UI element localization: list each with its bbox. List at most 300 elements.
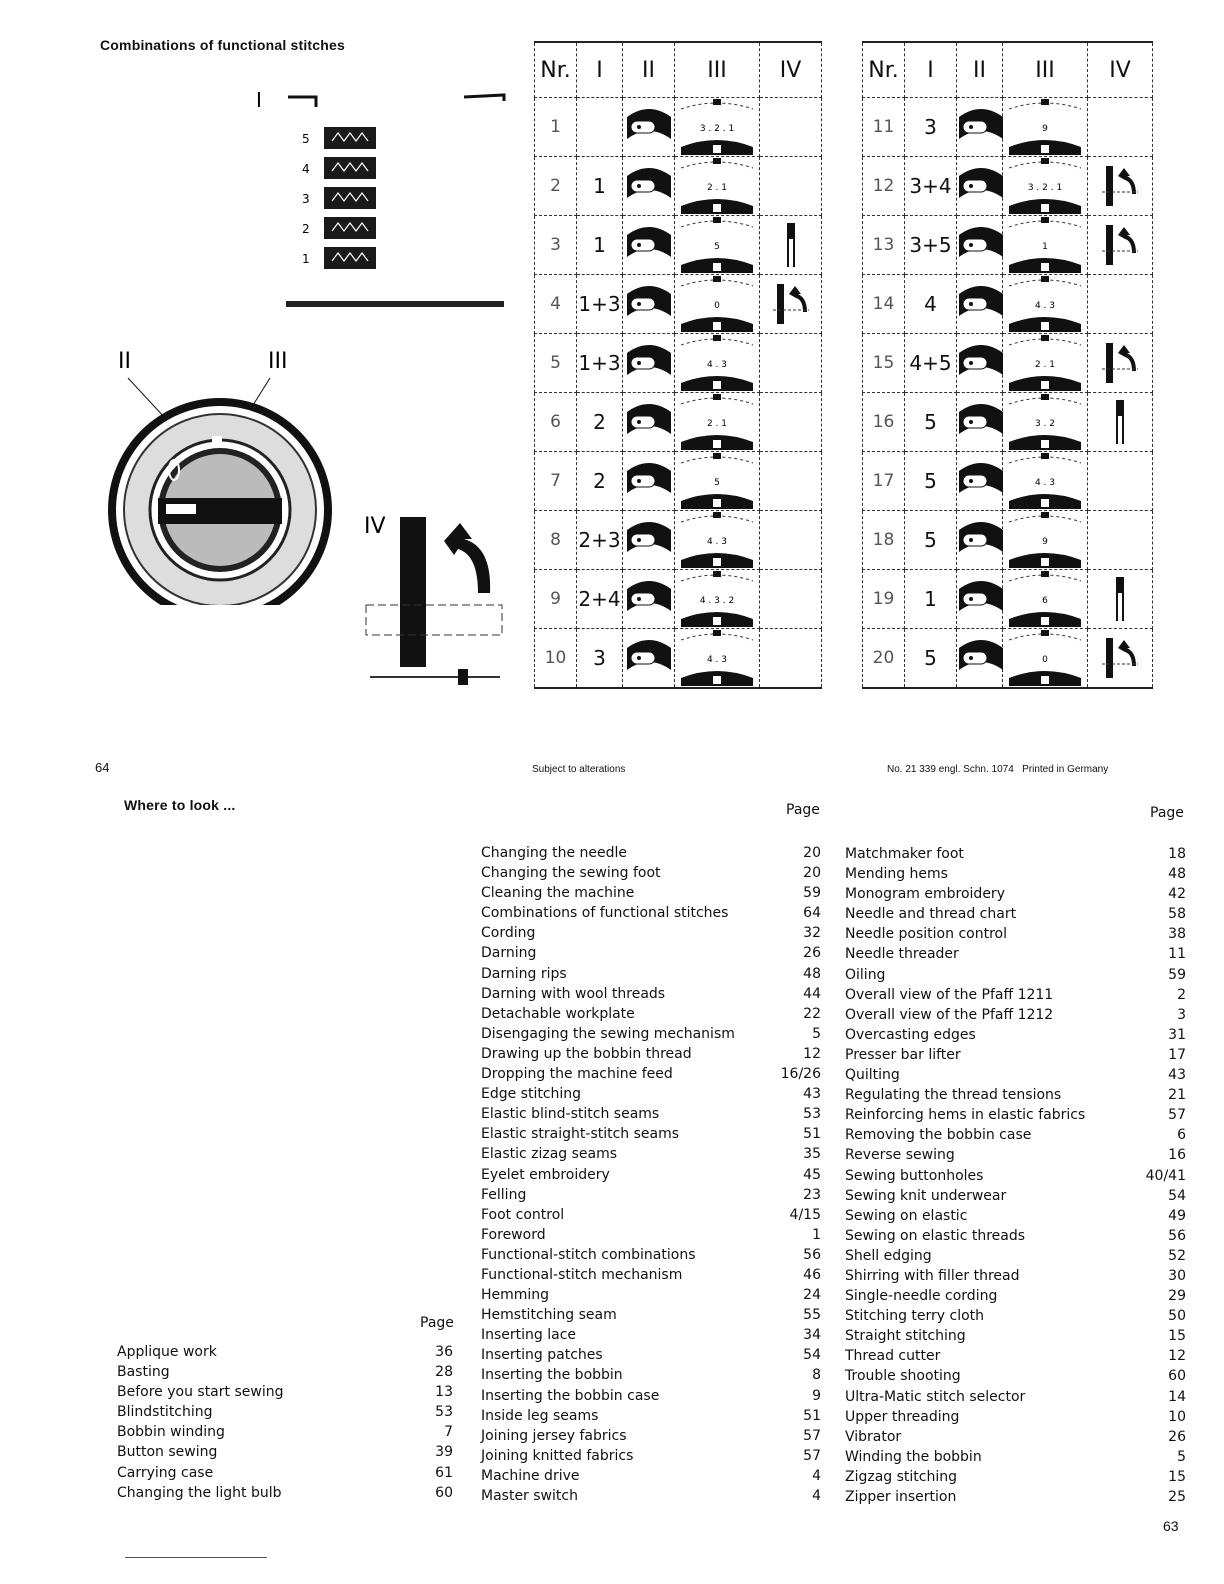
dial-cell [1003,511,1088,570]
column-header-4: IV [1088,42,1153,98]
index-topic: Inserting the bobbin [481,1367,623,1384]
index-entry [845,1467,1186,1487]
lever-cell [760,275,822,334]
index-topic: Hemstitching seam [481,1307,617,1324]
index-topic: Zipper insertion [845,1489,957,1505]
dial-cell [1003,216,1088,275]
index-topic: Cleaning the machine [481,885,635,902]
dial-knob-icon [625,636,673,680]
index-entry [845,844,1186,864]
index-page: 51 [803,1407,821,1424]
index-topic: Straight stitching [845,1328,966,1345]
index-page: 49 [1168,1207,1186,1224]
row-number: 1 [535,98,577,157]
dial-setting: 3 . 2 . 1 [1027,183,1063,193]
index-topic: Functional-stitch combinations [481,1246,696,1263]
button-combination: 5 [905,629,957,689]
index-page: 36 [435,1344,453,1360]
index-entry [845,1025,1186,1045]
index-page: 55 [803,1307,821,1324]
dial-cell [675,570,760,629]
index-topic: Basting [117,1364,170,1381]
index-topic: Overall view of the Pfaff 1212 [845,1006,1054,1023]
row-number: 10 [535,629,577,689]
dial-knob-icon [957,636,1005,680]
index-page: 13 [435,1384,453,1401]
footer-subject: Subject to alterations [532,764,626,775]
dial-setting: 3 . 2 . 1 [699,124,735,134]
stitch-button[interactable] [324,247,376,269]
index-column-1 [117,1342,453,1503]
index-page: 38 [1168,926,1186,943]
index-page: 26 [1168,1428,1186,1445]
knob-cell [957,570,1003,629]
index-entry [481,1486,821,1506]
dial-cell [675,511,760,570]
index-page: 23 [803,1186,821,1203]
index-topic: Sewing buttonholes [845,1167,984,1184]
index-page: 50 [1168,1308,1186,1325]
index-entry [481,1024,821,1044]
index-column-2 [481,843,821,1506]
index-topic: Button sewing [117,1444,218,1461]
knob-cell [623,216,675,275]
index-topic: Carrying case [117,1464,214,1481]
index-topic: Stitching terry cloth [845,1308,985,1325]
stitch-length-dial-icon [1005,394,1085,450]
index-entry [845,1206,1186,1226]
index-topic: Before you start sewing [117,1384,284,1401]
twin-needle-icon [1105,575,1135,623]
index-entry [845,1487,1186,1507]
table-row [863,393,1153,452]
table-row [535,275,822,334]
lever-cell [760,452,822,511]
dial-cell [675,334,760,393]
knob-cell [957,393,1003,452]
index-entry [845,1226,1186,1246]
index-entry [117,1483,453,1503]
index-topic: Shirring with filler thread [845,1267,1020,1284]
index-topic: Elastic blind-stitch seams [481,1106,660,1123]
index-page: 39 [435,1444,453,1461]
index-topic: Winding the bobbin [845,1448,982,1465]
table-row [863,570,1153,629]
index-page: 12 [1168,1348,1186,1365]
index-topic: Master switch [481,1488,578,1504]
stitch-length-dial-icon [677,571,757,627]
lever-cell [760,511,822,570]
index-page: 16/26 [780,1066,821,1083]
index-entry [845,1085,1186,1105]
index-entry [845,965,1186,985]
index-topic: Inserting patches [481,1347,603,1364]
index-page: 26 [803,945,821,962]
lever-illustration [360,505,515,690]
index-page: 28 [435,1364,453,1381]
lever-raised-icon [1100,634,1140,682]
index-entry [845,1065,1186,1085]
index-page: 7 [444,1424,453,1441]
button-combination: 5 [905,452,957,511]
index-page: 4/15 [789,1206,821,1223]
index-page: 60 [435,1484,453,1501]
stitch-length-dial-icon [1005,512,1085,568]
index-page: 59 [1168,966,1186,983]
index-topic: Trouble shooting [845,1368,961,1385]
stitch-length-dial-icon [677,394,757,450]
page-label-col2: Page [786,802,820,818]
page-number-bottom: 63 [1163,1518,1179,1534]
index-topic: Matchmaker foot [845,846,964,862]
index-entry [845,1387,1186,1407]
row-number: 14 [863,275,905,334]
knob-cell [623,157,675,216]
index-page: 57 [1168,1107,1186,1124]
dial-setting: 2 . 1 [1034,360,1056,370]
index-topic: Elastic straight-stitch seams [481,1126,680,1143]
index-topic: Oiling [845,966,886,983]
dial-cell [1003,98,1088,157]
stitch-button[interactable] [324,187,376,209]
index-page: 1 [812,1226,821,1243]
dial-cell [1003,157,1088,216]
index-page: 45 [803,1166,821,1183]
index-topic: Inside leg seams [481,1407,599,1424]
dial-setting: 5 [714,478,720,488]
dial-setting: 0 [1042,655,1048,665]
dial-knob-icon [957,518,1005,562]
index-page: 35 [803,1146,821,1163]
lever-cell [1088,570,1153,629]
index-topic: Changing the light bulb [117,1484,282,1501]
lever-cell [1088,216,1153,275]
dial-knob-icon [957,400,1005,444]
index-entry [481,1165,821,1185]
stitch-button-number: 2 [302,222,310,236]
index-topic: Foot control [481,1206,565,1223]
index-entry [117,1362,453,1382]
combo-table-left [534,41,822,689]
index-topic: Inserting lace [481,1327,577,1344]
dial-cell [675,157,760,216]
index-page: 48 [1168,866,1186,883]
index-topic: Needle threader [845,946,959,963]
knob-cell [623,98,675,157]
index-topic: Foreword [481,1226,546,1243]
index-entry [845,1447,1186,1467]
dial-knob-icon [625,459,673,503]
index-topic: Reinforcing hems in elastic fabrics [845,1107,1086,1124]
stitch-length-dial-icon [677,99,757,155]
table-row [535,452,822,511]
index-topic: Upper threading [845,1408,960,1425]
index-page: 30 [1168,1267,1186,1284]
index-page: 31 [1168,1026,1186,1043]
dial-knob-icon [625,282,673,326]
dial-knob-icon [625,518,673,562]
index-page: 9 [812,1387,821,1404]
knob-cell [957,275,1003,334]
button-combination: 2 [577,393,623,452]
index-entry [845,1246,1186,1266]
dial-knob-icon [957,341,1005,385]
dial-setting: 4 . 3 [706,360,728,370]
index-page: 25 [1168,1489,1186,1505]
index-entry [845,1045,1186,1065]
index-entry [481,1265,821,1285]
index-topic: Needle position control [845,926,1007,943]
table-row [863,511,1153,570]
lever-cell [760,393,822,452]
button-combination: 1+3 [577,275,623,334]
index-page: 15 [1168,1468,1186,1485]
row-number: 17 [863,452,905,511]
index-entry [845,924,1186,944]
dial-setting: 3 . 2 [1034,419,1056,429]
dial-cell [675,452,760,511]
stitch-length-dial-icon [1005,158,1085,214]
stitch-button-number: 4 [302,162,310,176]
button-combination: 5 [905,393,957,452]
lever-cell [1088,629,1153,689]
table-row [535,334,822,393]
index-page: 6 [1177,1127,1186,1144]
dial-knob-icon [957,459,1005,503]
column-header-2: II [623,42,675,98]
page-label-col1: Page [420,1315,454,1331]
label-roman-ii: II [118,349,131,374]
index-page: 5 [812,1025,821,1042]
lever-cell [760,334,822,393]
index-entry [481,1064,821,1084]
dial-setting: 1 [1042,242,1048,252]
dial-knob-icon [625,164,673,208]
button-combination: 4 [905,275,957,334]
lever-cell [760,216,822,275]
index-entry [481,883,821,903]
index-entry [117,1342,453,1362]
dial-knob-icon [957,164,1005,208]
stitch-length-dial-icon [1005,217,1085,273]
dial-setting: 4 . 3 [1034,478,1056,488]
index-page: 34 [803,1327,821,1344]
table-row [535,216,822,275]
index-topic: Elastic zizag seams [481,1146,618,1163]
index-entry [481,1386,821,1406]
dial-setting: 4 . 3 [706,537,728,547]
knob-cell [957,98,1003,157]
index-page: 53 [435,1404,453,1421]
index-page: 44 [803,985,821,1002]
knob-cell [623,570,675,629]
row-number: 11 [863,98,905,157]
index-topic: Monogram embroidery [845,886,1005,903]
column-header-2: II [957,42,1003,98]
stitch-button-panel [250,85,515,320]
index-topic: Ultra-Matic stitch selector [845,1388,1026,1405]
index-entry [481,1466,821,1486]
stitch-button[interactable] [324,217,376,239]
index-topic: Bobbin winding [117,1424,225,1441]
dial-setting: 6 [1042,596,1048,606]
index-entry [481,964,821,984]
index-entry [481,1185,821,1205]
index-entry [481,1426,821,1446]
stitch-length-dial-icon [677,276,757,332]
button-combination: 2+3 [577,511,623,570]
row-number: 15 [863,334,905,393]
index-page: 24 [803,1287,821,1304]
button-combination: 4+5 [905,334,957,393]
dial-setting: 4 . 3 [1034,301,1056,311]
index-page: 56 [803,1246,821,1263]
index-entry [117,1402,453,1422]
index-page: 54 [1168,1187,1186,1204]
row-number: 4 [535,275,577,334]
index-topic: Hemming [481,1287,550,1304]
index-entry [481,1004,821,1024]
stitch-length-dial-icon [1005,335,1085,391]
index-topic: Zigzag stitching [845,1468,958,1485]
index-entry [481,903,821,923]
dial-cell [1003,452,1088,511]
index-entry [481,1446,821,1466]
index-entry [481,1406,821,1426]
stitch-length-dial-icon [677,453,757,509]
knob-cell [957,629,1003,689]
dial-setting: 5 [714,242,720,252]
index-entry [481,1305,821,1325]
index-page: 51 [803,1126,821,1143]
stitch-button[interactable] [324,157,376,179]
stitch-selector-dial [100,340,340,605]
button-combination: 3 [577,629,623,689]
table-row [863,157,1153,216]
dial-setting: 2 . 1 [706,419,728,429]
dial-knob-icon [957,282,1005,326]
stitch-length-dial-icon [677,217,757,273]
table-row [863,334,1153,393]
index-entry [845,1286,1186,1306]
button-combination [577,98,623,157]
index-page: 11 [1168,946,1186,963]
dial-cell [675,393,760,452]
dial-setting: 9 [1042,124,1048,134]
lever-raised-icon [1100,221,1140,269]
row-number: 6 [535,393,577,452]
lever-cell [760,629,822,689]
index-topic: Joining jersey fabrics [481,1427,627,1444]
row-number: 8 [535,511,577,570]
index-entry [481,1205,821,1225]
index-topic: Darning with wool threads [481,985,666,1002]
index-page: 3 [1177,1006,1186,1023]
index-page: 4 [812,1488,821,1504]
index-page: 43 [1168,1067,1186,1084]
button-combination: 2 [577,452,623,511]
dial-knob-icon [625,577,673,621]
index-topic: Sewing on elastic [845,1207,968,1224]
index-page: 42 [1168,886,1186,903]
index-entry [481,843,821,863]
row-number: 3 [535,216,577,275]
combo-table-right [862,41,1153,689]
index-topic: Sewing on elastic threads [845,1227,1026,1244]
index-page: 58 [1168,906,1186,923]
stitch-length-dial-icon [677,630,757,686]
index-entry [481,1285,821,1305]
index-topic: Drawing up the bobbin thread [481,1045,692,1062]
index-topic: Detachable workplate [481,1005,635,1022]
stitch-button-number: 1 [302,252,310,266]
index-topic: Single-needle cording [845,1288,998,1305]
index-topic: Applique work [117,1344,217,1360]
index-topic: Overall view of the Pfaff 1211 [845,986,1054,1003]
index-entry [845,864,1186,884]
table-row [535,98,822,157]
stitch-length-dial-icon [1005,571,1085,627]
index-topic: Disengaging the sewing mechanism [481,1025,735,1042]
knob-cell [623,629,675,689]
index-page: 4 [812,1467,821,1484]
index-topic: Vibrator [845,1428,902,1445]
stitch-button[interactable] [324,127,376,149]
column-header-0: Nr. [863,42,905,98]
index-page: 5 [1177,1448,1186,1465]
table-row [535,157,822,216]
dial-setting: 9 [1042,537,1048,547]
index-entry [481,1245,821,1265]
row-number: 20 [863,629,905,689]
button-combination: 3+4 [905,157,957,216]
index-entry [117,1463,453,1483]
index-entry [845,1145,1186,1165]
row-number: 12 [863,157,905,216]
row-number: 16 [863,393,905,452]
row-number: 5 [535,334,577,393]
knob-cell [623,452,675,511]
dial-cell [675,629,760,689]
index-page: 53 [803,1106,821,1123]
index-page: 60 [1168,1368,1186,1385]
row-number: 9 [535,570,577,629]
index-entry [845,944,1186,964]
index-topic: Needle and thread chart [845,906,1017,923]
index-page: 10 [1168,1408,1186,1425]
knob-cell [623,275,675,334]
index-topic: Joining knitted fabrics [481,1447,634,1464]
stitch-length-dial-icon [677,335,757,391]
index-page: 2 [1177,986,1186,1003]
stitch-length-dial-icon [1005,453,1085,509]
index-topic: Quilting [845,1067,900,1084]
index-page: 20 [803,845,821,861]
table-row [863,216,1153,275]
stitch-length-dial-icon [1005,99,1085,155]
index-page: 16 [1168,1147,1186,1164]
index-topic: Sewing knit underwear [845,1187,1007,1204]
index-topic: Presser bar lifter [845,1046,961,1063]
twin-needle-icon [1105,398,1135,446]
index-entry [481,1325,821,1345]
stitch-length-dial-icon [1005,630,1085,686]
column-header-4: IV [760,42,822,98]
lever-cell [1088,452,1153,511]
table-row [535,629,822,689]
dial-setting: 4 . 3 . 2 [699,596,735,606]
lever-cell [760,157,822,216]
